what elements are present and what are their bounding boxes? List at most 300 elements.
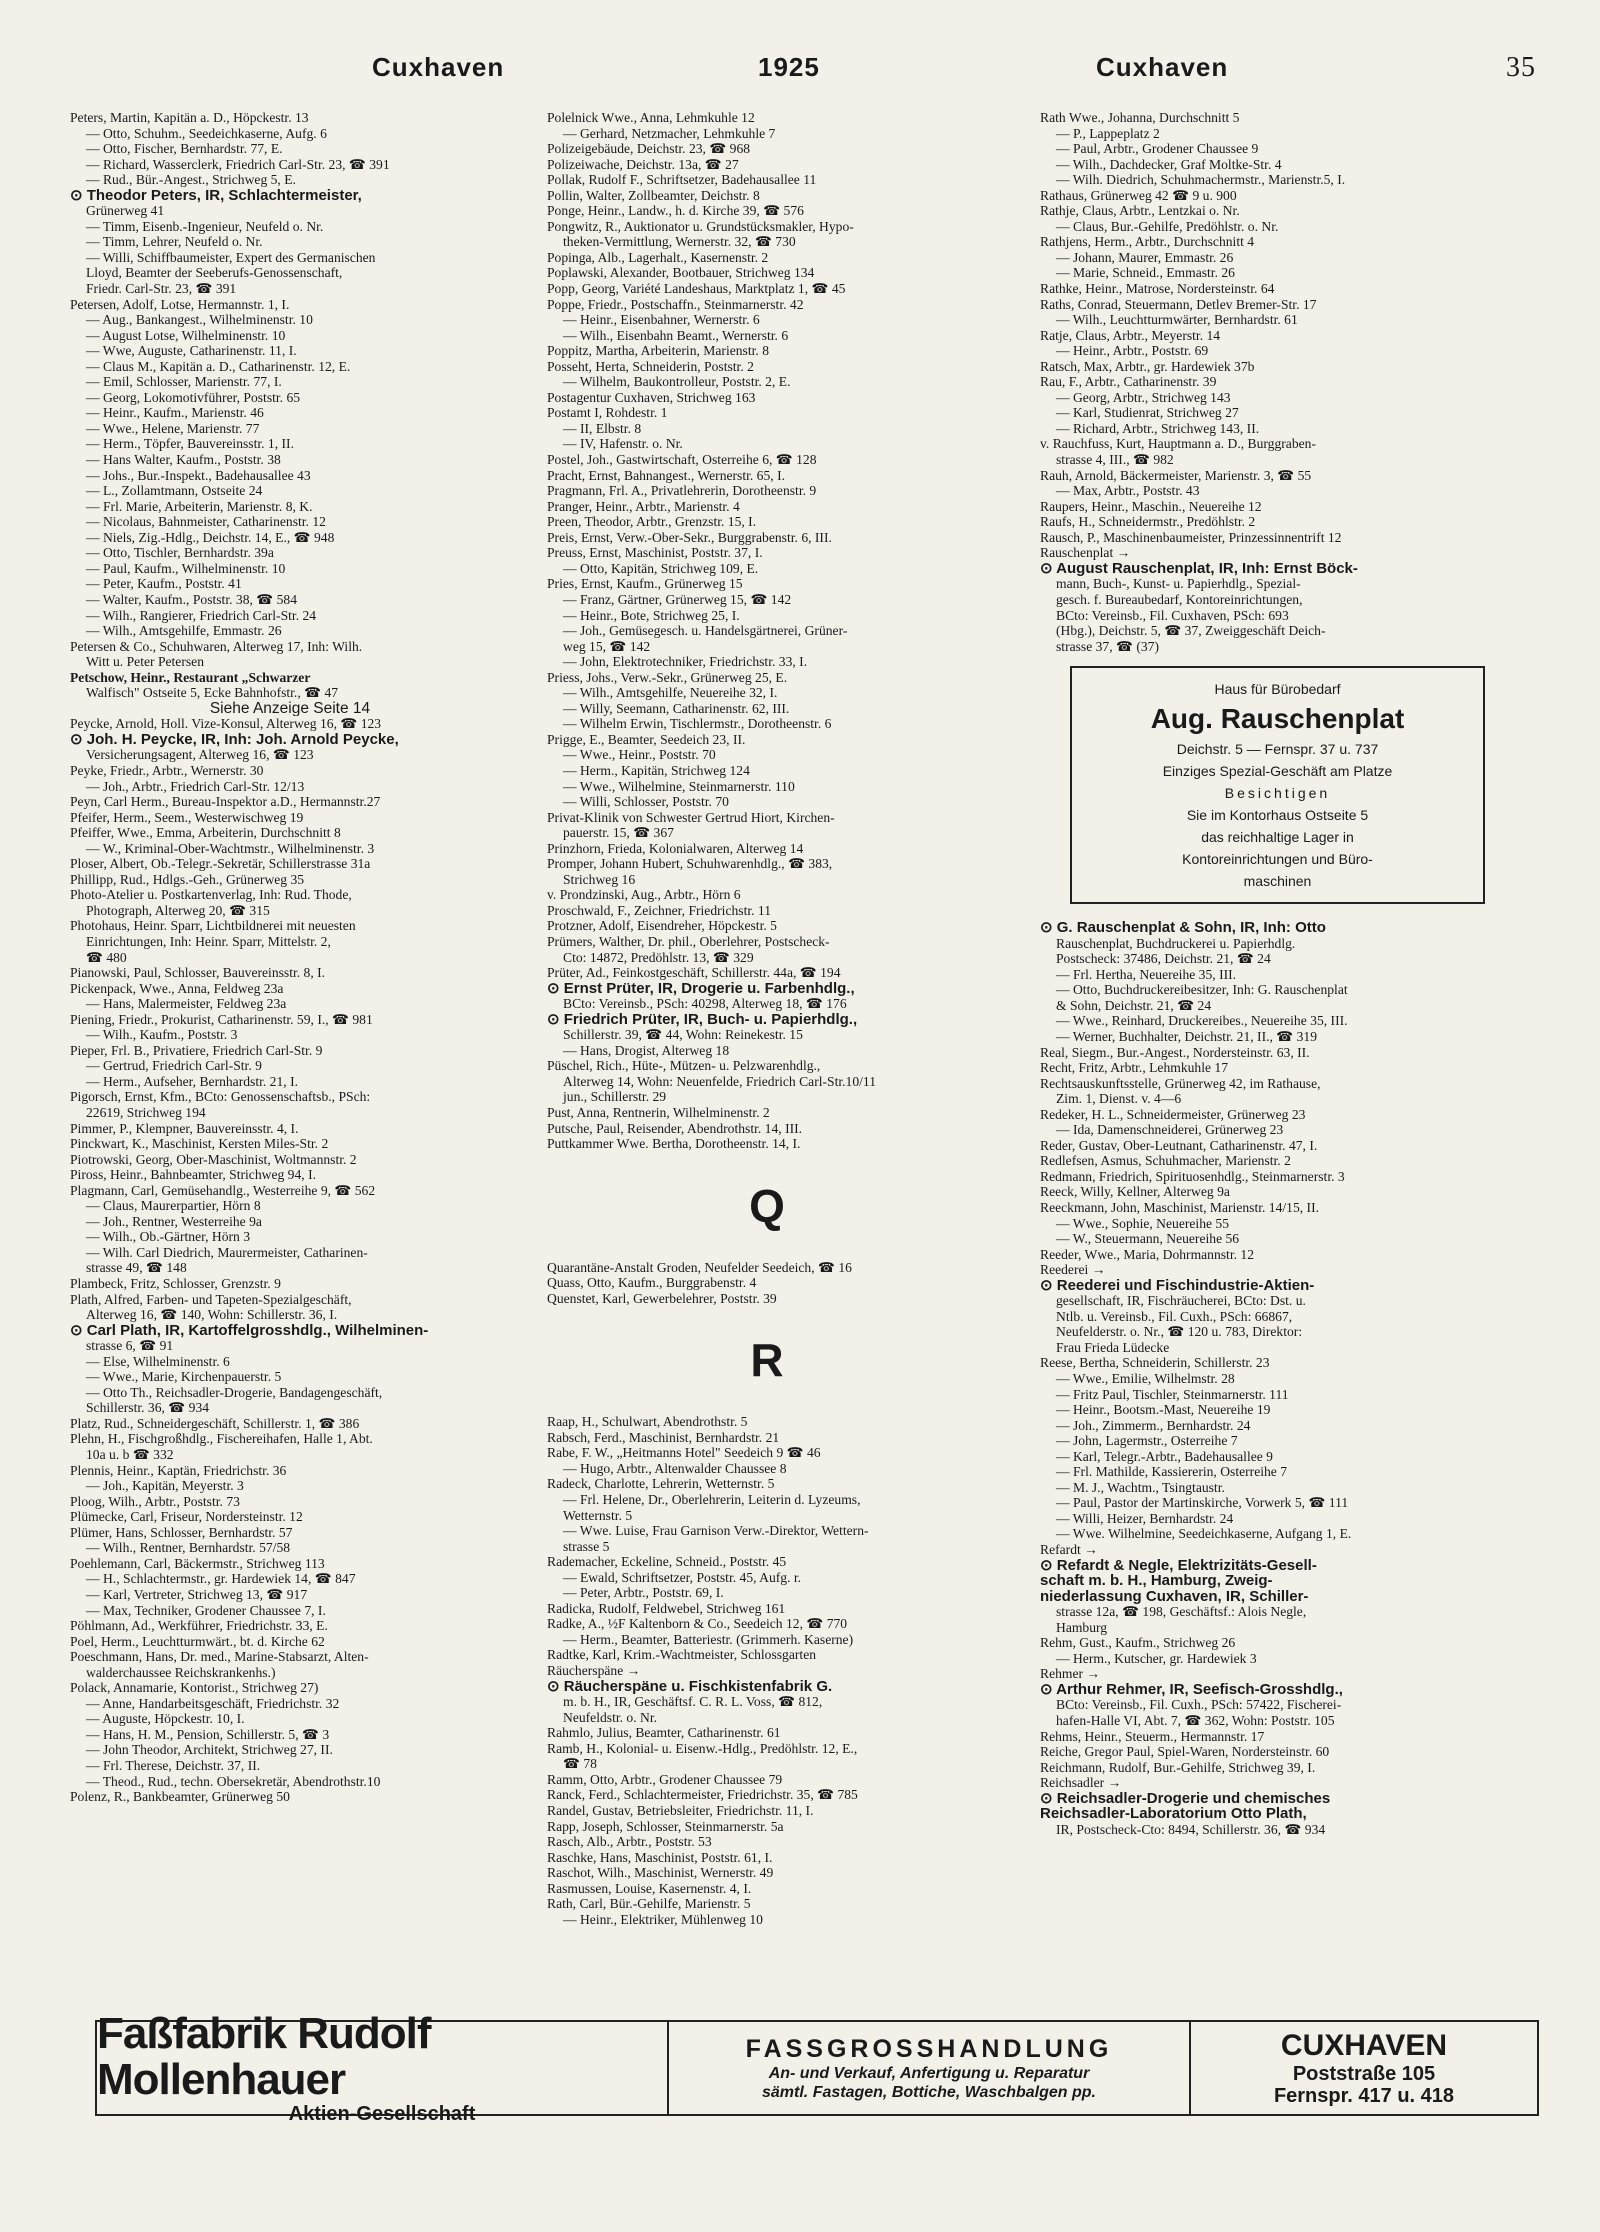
directory-entry: — Peter, Kaufm., Poststr. 41 [86, 576, 242, 592]
directory-entry: Privat-Klinik von Schwester Gertrud Hiort, Kirchen- [547, 809, 835, 825]
directory-entry: Polizeiwache, Deichstr. 13a, ☎ 27 [547, 156, 739, 172]
directory-entry: & Sohn, Deichstr. 21, ☎ 24 [1056, 997, 1212, 1013]
directory-entry: Pianowski, Paul, Schlosser, Bauvereinsstr. 8, I. [70, 965, 326, 981]
directory-entry: Quass, Otto, Kaufm., Burggrabenstr. 4 [547, 1275, 757, 1291]
directory-entry: Randel, Gustav, Betriebsleiter, Friedrichstr. 11, I. [547, 1802, 814, 1818]
directory-entry-featured: ⊙ Theodor Peters, IR, Schlachtermeister, [70, 187, 362, 204]
directory-entry: — Hans Walter, Kaufm., Poststr. 38 [86, 452, 281, 468]
ad-line: Besichtigen [1224, 785, 1331, 802]
directory-entry: pauerstr. 15, ☎ 367 [563, 825, 674, 841]
directory-entry: Prigge, E., Beamter, Seedeich 23, II. [547, 731, 746, 747]
directory-entry: — Karl, Telegr.-Arbtr., Badehausallee 9 [1056, 1448, 1273, 1464]
directory-entry: Ratsch, Max, Arbtr., gr. Hardewiek 37b [1040, 358, 1255, 374]
footer-business-title: FASSGROSSHANDLUNG [745, 2035, 1113, 2063]
advertisement-box [1070, 666, 1485, 904]
directory-entry: — Wilh., Leuchtturmwärter, Bernhardstr. 61 [1056, 312, 1298, 328]
directory-entry: Schillerstr. 39, ☎ 44, Wohn: Reinekestr. 15 [563, 1027, 803, 1043]
directory-entry: — Frl. Therese, Deichstr. 37, II. [86, 1757, 261, 1773]
directory-entry-featured: ⊙ Reichsadler-Drogerie und chemisches [1040, 1790, 1331, 1807]
directory-entry: Putsche, Paul, Reisender, Abendrothstr. 14, III. [547, 1120, 803, 1136]
directory-entry: Radke, A., ½F Kaltenborn & Co., Seedeich 12, ☎ 770 [547, 1616, 848, 1632]
directory-entry-featured: ⊙ Joh. H. Peycke, IR, Inh: Joh. Arnold Peycke, [70, 731, 399, 748]
directory-entry: jun., Schillerstr. 29 [563, 1089, 667, 1105]
directory-entry: — Heinr., Arbtr., Poststr. 69 [1056, 343, 1209, 359]
directory-entry: strasse 6, ☎ 91 [86, 1338, 174, 1354]
directory-entry: — Otto, Kapitän, Strichweg 109, E. [563, 560, 759, 576]
directory-entry: — Georg, Arbtr., Strichweg 143 [1056, 389, 1231, 405]
directory-entry: — Richard, Arbtr., Strichweg 143, II. [1056, 420, 1260, 436]
directory-entry: — Willi, Schiffbaumeister, Expert des Germanischen [86, 249, 376, 265]
directory-entry: — Claus, Maurerpartier, Hörn 8 [86, 1198, 261, 1214]
directory-entry: Plümecke, Carl, Friseur, Nordersteinstr. 12 [70, 1509, 303, 1525]
directory-column-1 [70, 110, 510, 1805]
directory-entry: — Max, Techniker, Grodener Chaussee 7, I. [86, 1602, 326, 1618]
section-letter: Q [749, 1179, 785, 1232]
directory-entry: Räucherspäne → [547, 1663, 641, 1679]
directory-entry: Rasch, Alb., Arbtr., Poststr. 53 [547, 1834, 712, 1850]
footer-company-sub: Aktien-Gesellschaft [288, 2102, 476, 2125]
directory-entry: Lloyd, Beamter der Seeberufs-Genossenschaft, [86, 265, 343, 281]
directory-entry: Photohaus, Heinr. Sparr, Lichtbildnerei mit neuesten [70, 918, 356, 934]
ad-line: Einziges Spezial-Geschäft am Platze [1162, 763, 1393, 780]
directory-entry: Raupers, Heinr., Maschin., Neuereihe 12 [1040, 498, 1262, 514]
directory-entry: Reeder, Wwe., Maria, Dohrmannstr. 12 [1040, 1246, 1255, 1262]
directory-entry: Raths, Conrad, Steuermann, Detlev Bremer-Str. 17 [1040, 296, 1317, 312]
directory-entry: — Claus, Bur.-Gehilfe, Predöhlstr. o. Nr. [1056, 218, 1279, 234]
directory-entry: Alterweg 14, Wohn: Neuenfelde, Friedrich Carl-Str.10/11 [563, 1073, 877, 1089]
directory-entry: Promper, Johann Hubert, Schuhwarenhdlg., ☎ 383, [547, 856, 833, 872]
directory-entry: — Karl, Studienrat, Strichweg 27 [1056, 405, 1239, 421]
directory-entry: Pollak, Rudolf F., Schriftsetzer, Badehausallee 11 [547, 172, 817, 188]
directory-entry: Plennis, Heinr., Kaptän, Friedrichstr. 36 [70, 1462, 287, 1478]
directory-entry: Strichweg 16 [563, 871, 636, 887]
directory-entry: Photograph, Alterweg 20, ☎ 315 [86, 902, 270, 918]
ad-line: Sie im Kontorhaus Ostseite 5 [1186, 807, 1369, 824]
directory-entry: Preen, Theodor, Arbtr., Grenzstr. 15, I. [547, 514, 757, 530]
directory-entry: Rahmlo, Julius, Beamter, Catharinenstr. 61 [547, 1725, 781, 1741]
directory-entry: Petersen, Adolf, Lotse, Hermannstr. 1, I. [70, 296, 290, 312]
directory-entry: — Heinr., Bootsm.-Mast, Neuereihe 19 [1056, 1402, 1271, 1418]
directory-entry: Polelnick Wwe., Anna, Lehmkuhle 12 [547, 110, 755, 125]
directory-entry-featured: ⊙ G. Rauschenplat & Sohn, IR, Inh: Otto [1040, 920, 1326, 936]
directory-entry: Poplawski, Alexander, Bootbauer, Strichweg 134 [547, 265, 815, 281]
directory-entry-featured: ⊙ Refardt & Negle, Elektrizitäts-Gesell- [1040, 1557, 1317, 1574]
directory-entry: — Gertrud, Friedrich Carl-Str. 9 [86, 1058, 262, 1074]
directory-entry: — Peter, Arbtr., Poststr. 69, I. [563, 1585, 724, 1601]
directory-entry: Poppitz, Martha, Arbeiterin, Marienstr. 8 [547, 343, 769, 359]
directory-entry: Raschke, Hans, Maschinist, Poststr. 61, I. [547, 1849, 773, 1865]
directory-entry: Redlefsen, Asmus, Schuhmacher, Marienstr. 2 [1040, 1153, 1291, 1169]
directory-entry: — Wwe., Marie, Kirchenpauerstr. 5 [86, 1369, 282, 1385]
directory-entry: Reichmann, Rudolf, Bur.-Gehilfe, Strichweg 39, I. [1040, 1759, 1316, 1775]
directory-entry: Rehms, Heinr., Steuerm., Hermannstr. 17 [1040, 1728, 1265, 1744]
directory-entry: Rath Wwe., Johanna, Durchschnitt 5 [1040, 110, 1240, 125]
directory-entry: Ploser, Albert, Ob.-Telegr.-Sekretär, Schillerstrasse 31a [70, 856, 371, 872]
directory-entry: — Johs., Bur.-Inspekt., Badehausallee 43 [86, 467, 311, 483]
directory-entry: — Joh., Zimmerm., Bernhardstr. 24 [1056, 1417, 1251, 1433]
directory-entry: — Wilh., Dachdecker, Graf Moltke-Str. 4 [1056, 156, 1282, 172]
directory-entry: — Joh., Kapitän, Meyerstr. 3 [86, 1478, 244, 1494]
directory-entry: Platz, Rud., Schneidergeschäft, Schillerstr. 1, ☎ 386 [70, 1415, 360, 1431]
directory-entry: — Auguste, Höpckestr. 10, I. [86, 1711, 245, 1727]
directory-entry: Rathke, Heinr., Matrose, Nordersteinstr. 64 [1040, 281, 1275, 297]
directory-entry: — Richard, Wasserclerk, Friedrich Carl-Str. 23, ☎ 391 [86, 156, 390, 172]
directory-entry: — Frl. Mathilde, Kassiererin, Osterreihe 7 [1056, 1464, 1288, 1480]
directory-entry: 22619, Strichweg 194 [86, 1105, 206, 1120]
directory-entry: Einrichtungen, Inh: Heinr. Sparr, Mittelstr. 2, [86, 933, 331, 949]
directory-entry: — Walter, Kaufm., Poststr. 38, ☎ 584 [86, 591, 298, 607]
directory-entry: — John, Elektrotechniker, Friedrichstr. 33, I. [563, 654, 808, 670]
directory-entry: — W., Steuermann, Neuereihe 56 [1056, 1231, 1240, 1247]
footer-company [97, 2008, 669, 2125]
directory-entry: — August Lotse, Wilhelminenstr. 10 [86, 327, 286, 343]
directory-entry: Rabsch, Ferd., Maschinist, Bernhardstr. 21 [547, 1429, 780, 1445]
directory-entry: Pieper, Frl. B., Privatiere, Friedrich Carl-Str. 9 [70, 1042, 323, 1058]
directory-entry: Rechtsauskunftsstelle, Grünerweg 42, im Rathause, [1040, 1075, 1321, 1091]
directory-entry: — Herm., Beamter, Batteriestr. (Grimmerh. Kaserne) [563, 1631, 854, 1647]
directory-entry: — Joh., Gemüsegesch. u. Handelsgärtnerei, Grüner- [563, 623, 848, 639]
section-letter: R [750, 1334, 784, 1387]
directory-entry: Schillerstr. 36, ☎ 934 [86, 1400, 210, 1416]
directory-entry: Redmann, Friedrich, Spirituosenhdlg., Steinmarnerstr. 3 [1040, 1168, 1345, 1184]
directory-entry: 10a u. b ☎ 332 [86, 1447, 174, 1463]
footer-street: Poststraße 105 [1292, 2063, 1436, 2085]
directory-entry: — Otto Th., Reichsadler-Drogerie, Bandagengeschäft, [86, 1384, 383, 1400]
directory-entry: Piening, Friedr., Prokurist, Catharinenstr. 59, I., ☎ 981 [70, 1011, 373, 1027]
directory-entry: m. b. H., IR, Geschäftsf. C. R. L. Voss, ☎ 812, [563, 1694, 823, 1710]
directory-entry: Ranck, Ferd., Schlachtermeister, Friedrichstr. 35, ☎ 785 [547, 1787, 858, 1803]
directory-entry: gesch. f. Bureaubedarf, Kontoreinrichtungen, [1056, 591, 1303, 607]
directory-entry: Ratje, Claus, Arbtr., Meyerstr. 14 [1040, 327, 1221, 343]
ad-line: Deichstr. 5 — Fernspr. 37 u. 737 [1176, 741, 1379, 758]
directory-entry: Ploog, Wilh., Arbtr., Poststr. 73 [70, 1493, 240, 1509]
directory-entry: IR, Postscheck-Cto: 8494, Schillerstr. 36, ☎ 934 [1056, 1821, 1326, 1837]
directory-entry: — Niels, Zig.-Hdlg., Deichstr. 14, E., ☎ 948 [86, 529, 335, 545]
directory-entry: Ramb, H., Kolonial- u. Eisenw.-Hdlg., Predöhlstr. 12, E., [547, 1740, 858, 1756]
footer-phone: Fernspr. 417 u. 418 [1273, 2085, 1455, 2107]
directory-entry: Pragmann, Frl. A., Privatlehrerin, Dorotheenstr. 9 [547, 483, 817, 499]
directory-entry: walderchaussee Reichskrankenhs.) [86, 1664, 276, 1680]
directory-entry: Pracht, Ernst, Bahnangest., Wernerstr. 65, I. [547, 467, 786, 483]
ad-line: Kontoreinrichtungen und Büro- [1182, 851, 1373, 868]
directory-entry: — Heinr., Eisenbahner, Wernerstr. 6 [563, 312, 760, 328]
directory-entry: — Ida, Damenschneiderei, Grünerweg 23 [1056, 1122, 1284, 1138]
directory-entry: Postel, Joh., Gastwirtschaft, Osterreihe 6, ☎ 128 [547, 452, 817, 468]
directory-entry: BCto: Vereinsb., Fil. Cuxhaven, PSch: 693 [1056, 607, 1289, 623]
directory-entry: Pust, Anna, Rentnerin, Wilhelminenstr. 2 [547, 1105, 770, 1120]
directory-entry-featured: Reichsadler-Laboratorium Otto Plath, [1040, 1806, 1307, 1822]
directory-entry-featured: ⊙ Räucherspäne u. Fischkistenfabrik G. [547, 1678, 833, 1695]
directory-entry: — Wilh., Kaufm., Poststr. 3 [86, 1027, 238, 1043]
directory-entry: Puttkammer Wwe. Bertha, Dorotheenstr. 14, I. [547, 1136, 801, 1152]
directory-entry: Reder, Gustav, Ober-Leutnant, Catharinenstr. 47, I. [1040, 1137, 1318, 1153]
directory-entry: hafen-Halle VI, Abt. 7, ☎ 362, Wohn: Poststr. 105 [1056, 1713, 1335, 1729]
directory-entry: — Otto, Schuhm., Seedeichkaserne, Aufg. 6 [86, 125, 327, 141]
ad-line: Haus für Bürobedarf [1214, 681, 1341, 698]
directory-entry: Polack, Annamarie, Kontorist., Strichweg 27) [70, 1680, 319, 1696]
directory-entry: Proschwald, F., Zeichner, Friedrichstr. 11 [547, 902, 772, 918]
directory-entry: Poel, Herm., Leuchtturmwärt., bt. d. Kirche 62 [70, 1633, 325, 1649]
directory-entry: — Frl. Helene, Dr., Oberlehrerin, Leiterin d. Lyzeums, [563, 1492, 861, 1508]
directory-entry: Poehlemann, Carl, Bäckermstr., Strichweg 113 [70, 1555, 325, 1571]
directory-entry: Posseht, Herta, Schneiderin, Poststr. 2 [547, 358, 754, 374]
directory-entry: Hamburg [1056, 1619, 1108, 1635]
directory-entry: — Wilh., Amtsgehilfe, Emmastr. 26 [86, 623, 282, 639]
directory-entry: Grünerweg 41 [86, 203, 165, 219]
directory-entry: Reeckmann, John, Maschinist, Marienstr. 14/15, II. [1040, 1199, 1320, 1215]
directory-entry: Pongwitz, R., Auktionator u. Grundstücksmakler, Hypo- [547, 218, 854, 234]
directory-entry: Reederei → [1040, 1262, 1106, 1278]
directory-entry: — Wilh., Eisenbahn Beamt., Wernerstr. 6 [563, 327, 789, 343]
directory-entry: weg 15, ☎ 142 [563, 638, 651, 654]
directory-entry: Peyn, Carl Herm., Bureau-Inspektor a.D., Hermannstr.27 [70, 794, 381, 810]
directory-entry: — Else, Wilhelminenstr. 6 [86, 1353, 230, 1369]
directory-entry: — Werner, Buchhalter, Deichstr. 21, II., ☎ 319 [1056, 1028, 1318, 1044]
directory-entry: — Wilh. Carl Diedrich, Maurermeister, Catharinen- [86, 1244, 368, 1260]
page-number: 35 [1506, 52, 1536, 83]
directory-entry: strasse 49, ☎ 148 [86, 1260, 187, 1276]
directory-entry: Rausch, P., Maschinenbaumeister, Prinzessinnentrift 12 [1040, 529, 1342, 545]
directory-entry: — Aug., Bankangest., Wilhelminenstr. 10 [86, 312, 313, 328]
directory-entry: strasse 37, ☎ (37) [1056, 638, 1160, 654]
directory-entry: Piotrowski, Georg, Ober-Maschinist, Woltmannstr. 2 [70, 1151, 357, 1167]
directory-entry: — P., Lappeplatz 2 [1056, 125, 1160, 141]
directory-entry: Ponge, Heinr., Landw., h. d. Kirche 39, ☎ 576 [547, 203, 804, 219]
directory-entry: Pranger, Heinr., Arbtr., Marienstr. 4 [547, 498, 740, 514]
directory-entry: — Heinr., Bote, Strichweg 25, I. [563, 607, 740, 623]
footer-business [669, 2022, 1191, 2114]
directory-entry: — Otto, Buchdruckereibesitzer, Inh: G. Rauschenplat [1056, 982, 1348, 998]
directory-entry: Postscheck: 37486, Deichstr. 21, ☎ 24 [1056, 951, 1271, 967]
directory-entry-featured: ⊙ Arthur Rehmer, IR, Seefisch-Grosshdlg., [1040, 1681, 1343, 1698]
directory-entry: Walfisch" Ostseite 5, Ecke Bahnhofstr., ☎ 47 [86, 685, 339, 701]
directory-entry: — Nicolaus, Bahnmeister, Catharinenstr. 12 [86, 514, 326, 530]
ad-company-name: Aug. Rauschenplat [1150, 703, 1405, 735]
directory-entry: — Paul, Arbtr., Grodener Chaussee 9 [1056, 141, 1259, 157]
directory-entry: — Paul, Kaufm., Wilhelminenstr. 10 [86, 560, 286, 576]
directory-entry: — Wilhelm, Baukontrolleur, Poststr. 2, E. [563, 374, 791, 390]
header-year: 1925 [758, 52, 820, 82]
directory-entry: — Wilh., Rentner, Bernhardstr. 57/58 [86, 1540, 291, 1556]
directory-entry: Recht, Fritz, Arbtr., Lehmkuhle 17 [1040, 1060, 1229, 1076]
directory-entry: Raap, H., Schulwart, Abendrothstr. 5 [547, 1414, 748, 1430]
directory-entry: — M. J., Wachtm., Tsingtaustr. [1056, 1479, 1225, 1495]
directory-entry: Rathjens, Herm., Arbtr., Durchschnitt 4 [1040, 234, 1255, 250]
directory-entry: — Marie, Schneid., Emmastr. 26 [1056, 265, 1235, 281]
directory-entry: — Georg, Lokomotivführer, Poststr. 65 [86, 389, 301, 405]
directory-entry: Pinckwart, K., Maschinist, Kersten Miles-Str. 2 [70, 1136, 329, 1152]
directory-entry: Prümers, Walther, Dr. phil., Oberlehrer, Postscheck- [547, 933, 830, 949]
directory-entry: — Hans, Drogist, Alterweg 18 [563, 1042, 730, 1058]
ad-line: das reichhaltige Lager in [1201, 829, 1354, 846]
directory-entry-featured: schaft m. b. H., Hamburg, Zweig- [1040, 1573, 1273, 1589]
directory-entry: Postagentur Cuxhaven, Strichweg 163 [547, 389, 756, 405]
directory-entry: — Gerhard, Netzmacher, Lehmkuhle 7 [563, 125, 776, 141]
directory-entry: — Paul, Pastor der Martinskirche, Vorwerk 5, ☎ 111 [1056, 1495, 1349, 1511]
footer-business-line: sämtl. Fastagen, Bottiche, Waschbalgen pp. [762, 2084, 1096, 2101]
directory-entry: Pickenpack, Wwe., Anna, Feldweg 23a [70, 980, 284, 996]
directory-entry: — Ewald, Schriftsetzer, Poststr. 45, Aufg. r. [563, 1569, 802, 1585]
directory-entry: Zim. 1, Dienst. v. 4—6 [1056, 1091, 1182, 1107]
directory-entry: Rehm, Gust., Kaufm., Strichweg 26 [1040, 1635, 1236, 1651]
directory-entry-featured: ⊙ Ernst Prüter, IR, Drogerie u. Farbenhdlg., [547, 980, 855, 997]
directory-entry: — Herm., Aufseher, Bernhardstr. 21, I. [86, 1073, 298, 1089]
directory-entry-featured: ⊙ August Rauschenplat, IR, Inh: Ernst Böck- [1040, 560, 1358, 577]
directory-entry: Siehe Anzeige Seite 14 [209, 700, 371, 717]
directory-entry: — Wilh., Rangierer, Friedrich Carl-Str. 24 [86, 607, 317, 623]
directory-entry: Rehmer → [1040, 1666, 1101, 1682]
directory-entry: Wetternstr. 5 [563, 1507, 633, 1523]
directory-entry: — II, Elbstr. 8 [563, 420, 642, 436]
directory-entry: BCto: Vereinsb., PSch: 40298, Alterweg 18, ☎ 176 [563, 996, 847, 1012]
directory-entry: Reeck, Willy, Kellner, Alterweg 9a [1040, 1184, 1230, 1200]
footer-business-line: An- und Verkauf, Anfertigung u. Reparatur [768, 2065, 1090, 2082]
directory-entry: Raschot, Wilh., Maschinist, Wernerstr. 49 [547, 1865, 774, 1881]
directory-entry: — Herm., Töpfer, Bauvereinsstr. 1, II. [86, 436, 294, 452]
directory-entry: — Wwe., Wilhelmine, Steinmarnerstr. 110 [563, 778, 795, 794]
directory-entry: Popp, Georg, Variété Landeshaus, Marktplatz 1, ☎ 45 [547, 281, 846, 297]
footer-advertisement [95, 2008, 1539, 2125]
directory-entry: — Emil, Schlosser, Marienstr. 77, I. [86, 374, 282, 390]
header-city-left: Cuxhaven [372, 52, 505, 82]
footer-address [1191, 2022, 1537, 2114]
directory-entry: Plagmann, Carl, Gemüsehandlg., Westerreihe 9, ☎ 562 [70, 1182, 376, 1198]
directory-entry: strasse 4, III., ☎ 982 [1056, 452, 1174, 468]
directory-entry: Ramm, Otto, Arbtr., Grodener Chaussee 79 [547, 1771, 783, 1787]
directory-entry: ☎ 78 [563, 1756, 597, 1772]
directory-entry: (Hbg.), Deichstr. 5, ☎ 37, Zweiggeschäft Deich- [1056, 623, 1326, 639]
directory-entry: Popinga, Alb., Lagerhalt., Kasernenstr. 2 [547, 249, 769, 265]
directory-entry: Rath, Carl, Bür.-Gehilfe, Marienstr. 5 [547, 1896, 751, 1912]
directory-entry: Ntlb. u. Vereinsb., Fil. Cuxh., PSch: 66867, [1056, 1308, 1293, 1324]
directory-entry: Pigorsch, Ernst, Kfm., BCto: Genossenschaftsb., PSch: [70, 1089, 371, 1105]
directory-entry: Rau, F., Arbtr., Catharinenstr. 39 [1040, 374, 1217, 390]
directory-entry: Alterweg 16, ☎ 140, Wohn: Schillerstr. 36, I. [86, 1307, 338, 1323]
directory-entry: Versicherungsagent, Alterweg 16, ☎ 123 [86, 747, 314, 763]
directory-entry: Photo-Atelier u. Postkartenverlag, Inh: Rud. Thode, [70, 887, 352, 903]
directory-entry: — Frl. Hertha, Neuereihe 35, III. [1056, 966, 1237, 982]
directory-entry: Polizeigebäude, Deichstr. 23, ☎ 968 [547, 141, 751, 157]
directory-entry: — Timm, Eisenb.-Ingenieur, Neufeld o. Nr. [86, 218, 324, 234]
directory-entry: Preis, Ernst, Verw.-Ober-Sekr., Burggrabenstr. 6, III. [547, 529, 832, 545]
directory-entry: — Theod., Rud., techn. Obersekretär, Abendrothstr.10 [86, 1773, 381, 1789]
directory-entry-featured: ⊙ Carl Plath, IR, Kartoffelgrosshdlg., Wilhelminen- [70, 1322, 429, 1339]
directory-entry: — Wwe, Auguste, Catharinenstr. 11, I. [86, 343, 297, 359]
directory-entry: Postamt I, Rohdestr. 1 [547, 405, 668, 421]
directory-entry: Plehn, H., Fischgroßhdlg., Fischereihafen, Halle 1, Abt. [70, 1431, 373, 1447]
directory-entry: Poppe, Friedr., Postschaffn., Steinmarnerstr. 42 [547, 296, 804, 312]
directory-entry: strasse 12a, ☎ 198, Geschäftsf.: Alois Negle, [1056, 1604, 1307, 1620]
directory-entry: Pfeifer, Herm., Seem., Westerwischweg 19 [70, 809, 304, 825]
directory-entry: Pöhlmann, Ad., Werkführer, Friedrichstr. 33, E. [70, 1618, 328, 1634]
directory-entry: Frau Frieda Lüdecke [1056, 1339, 1170, 1355]
directory-entry: — Wwe., Helene, Marienstr. 77 [86, 420, 260, 436]
directory-entry: Prinzhorn, Frieda, Kolonialwaren, Alterweg 14 [547, 840, 804, 856]
directory-entry: v. Rauchfuss, Kurt, Hauptmann a. D., Burggraben- [1040, 436, 1316, 452]
directory-entry: — H., Schlachtermstr., gr. Hardewiek 14, ☎ 847 [86, 1571, 356, 1587]
directory-entry: Poeschmann, Hans, Dr. med., Marine-Stabsarzt, Alten- [70, 1649, 369, 1665]
directory-entry: — Wwe., Emilie, Wilhelmstr. 28 [1056, 1371, 1235, 1386]
directory-entry: — Wwe., Reinhard, Druckereibes., Neuereihe 35, III. [1056, 1013, 1348, 1029]
directory-entry: — Wwe., Sophie, Neuereihe 55 [1056, 1215, 1230, 1231]
directory-entry: — Wilh., Amtsgehilfe, Neuereihe 32, I. [563, 685, 778, 701]
directory-entry: Peters, Martin, Kapitän a. D., Höpckestr. 13 [70, 110, 309, 125]
directory-entry: Rauschenplat → [1040, 545, 1131, 561]
directory-entry: Radicka, Rudolf, Feldwebel, Strichweg 161 [547, 1600, 786, 1616]
directory-entry: — Timm, Lehrer, Neufeld o. Nr. [86, 234, 263, 250]
directory-entry: Rademacher, Eckeline, Schneid., Poststr. 45 [547, 1554, 787, 1570]
directory-entry: Petersen & Co., Schuhwaren, Alterweg 17, Inh: Wilh. [70, 638, 363, 654]
directory-entry: Plambeck, Fritz, Schlosser, Grenzstr. 9 [70, 1276, 281, 1292]
directory-entry: Priess, Johs., Verw.-Sekr., Grünerweg 25, E. [547, 669, 788, 685]
directory-entry: — Heinr., Elektriker, Mühlenweg 10 [563, 1911, 763, 1927]
directory-entry: Neufeldstr. o. Nr. [563, 1709, 658, 1725]
directory-entry: Radtke, Karl, Krim.-Wachtmeister, Schlossgarten [547, 1647, 817, 1663]
directory-entry: — Karl, Vertreter, Strichweg 13, ☎ 917 [86, 1586, 308, 1602]
directory-entry: Protzner, Adolf, Eisendreher, Höpckestr. 5 [547, 918, 777, 934]
directory-entry: v. Prondzinski, Aug., Arbtr., Hörn 6 [547, 887, 741, 903]
directory-entry: strasse 5 [563, 1538, 610, 1554]
directory-entry: — Rud., Bür.-Angest., Strichweg 5, E. [86, 172, 296, 188]
directory-entry: Pfeiffer, Wwe., Emma, Arbeiterin, Durchschnitt 8 [70, 825, 341, 841]
directory-entry: — Willy, Seemann, Catharinenstr. 62, III. [563, 700, 790, 716]
header-city-right: Cuxhaven [1096, 52, 1229, 82]
directory-entry: mann, Buch-, Kunst- u. Papierhdlg., Spezial- [1056, 576, 1301, 592]
directory-entry: Rathje, Claus, Arbtr., Lentzkai o. Nr. [1040, 203, 1240, 219]
directory-entry: — John, Lagermstr., Osterreihe 7 [1056, 1433, 1238, 1449]
directory-entry: — Wwe., Heinr., Poststr. 70 [563, 747, 716, 763]
directory-entry: — Claus M., Kapitän a. D., Catharinenstr. 12, E. [86, 358, 351, 374]
directory-entry: Püschel, Rich., Hüte-, Mützen- u. Pelzwarenhdlg., [547, 1058, 821, 1074]
directory-entry: theken-Vermittlung, Wernerstr. 32, ☎ 730 [563, 234, 796, 250]
directory-entry: — John Theodor, Architekt, Strichweg 27, II. [86, 1742, 333, 1758]
directory-entry-featured: ⊙ Reederei und Fischindustrie-Aktien- [1040, 1277, 1315, 1294]
directory-entry: — Max, Arbtr., Poststr. 43 [1056, 483, 1200, 499]
directory-entry: — Frl. Marie, Arbeiterin, Marienstr. 8, K. [86, 498, 313, 514]
directory-entry: Pimmer, P., Klempner, Bauvereinsstr. 4, I. [70, 1120, 299, 1136]
directory-entry: Peyke, Friedr., Arbtr., Wernerstr. 30 [70, 762, 264, 778]
directory-entry: Real, Siegm., Bur.-Angest., Nordersteinstr. 63, II. [1040, 1044, 1310, 1060]
directory-entry: Refardt → [1040, 1542, 1098, 1558]
directory-entry: Neufelderstr. o. Nr., ☎ 120 u. 783, Direktor: [1056, 1324, 1303, 1340]
directory-entry: — Willi, Heizer, Bernhardstr. 24 [1056, 1510, 1234, 1526]
directory-entry: Rapp, Joseph, Schlosser, Steinmarnerstr. 5a [547, 1818, 784, 1834]
directory-entry: — Hans, Malermeister, Feldweg 23a [86, 996, 287, 1012]
directory-entry: Witt u. Peter Petersen [86, 654, 204, 670]
directory-entry: Preuss, Ernst, Maschinist, Poststr. 37, I. [547, 545, 763, 561]
directory-entry: Radeck, Charlotte, Lehrerin, Wetternstr. 5 [547, 1476, 775, 1492]
directory-entry: Rathaus, Grünerweg 42 ☎ 9 u. 900 [1040, 187, 1237, 203]
directory-entry: Friedr. Carl-Str. 23, ☎ 391 [86, 281, 237, 297]
directory-entry: ☎ 480 [86, 949, 127, 965]
directory-entry: — Otto, Tischler, Bernhardstr. 39a [86, 545, 274, 561]
directory-column-3 [1040, 110, 1515, 1837]
directory-entry: Raufs, H., Schneidermstr., Predöhlstr. 2 [1040, 514, 1256, 530]
directory-entry: Peycke, Arnold, Holl. Vize-Konsul, Alterweg 16, ☎ 123 [70, 716, 382, 732]
directory-entry: — L., Zollamtmann, Ostseite 24 [86, 483, 263, 499]
directory-entry: Piross, Heinr., Bahnbeamter, Strichweg 94, I. [70, 1167, 316, 1183]
directory-entry: — Willi, Schlosser, Poststr. 70 [563, 794, 729, 810]
directory-entry: — Herm., Kutscher, gr. Hardewiek 3 [1056, 1650, 1257, 1666]
directory-entry: Pollin, Walter, Zollbeamter, Deichstr. 8 [547, 187, 760, 203]
directory-entry: Pries, Ernst, Kaufm., Grünerweg 15 [547, 576, 743, 592]
directory-entry: BCto: Vereinsb., Fil. Cuxh., PSch: 57422, Fischerei- [1056, 1697, 1342, 1713]
directory-entry: — IV, Hafenstr. o. Nr. [563, 436, 683, 452]
ad-line: maschinen [1243, 873, 1312, 890]
directory-entry: Redeker, H. L., Schneidermeister, Grünerweg 23 [1040, 1106, 1306, 1122]
directory-column-2 [547, 110, 987, 1927]
directory-entry: — Johann, Maurer, Emmastr. 26 [1056, 249, 1234, 265]
